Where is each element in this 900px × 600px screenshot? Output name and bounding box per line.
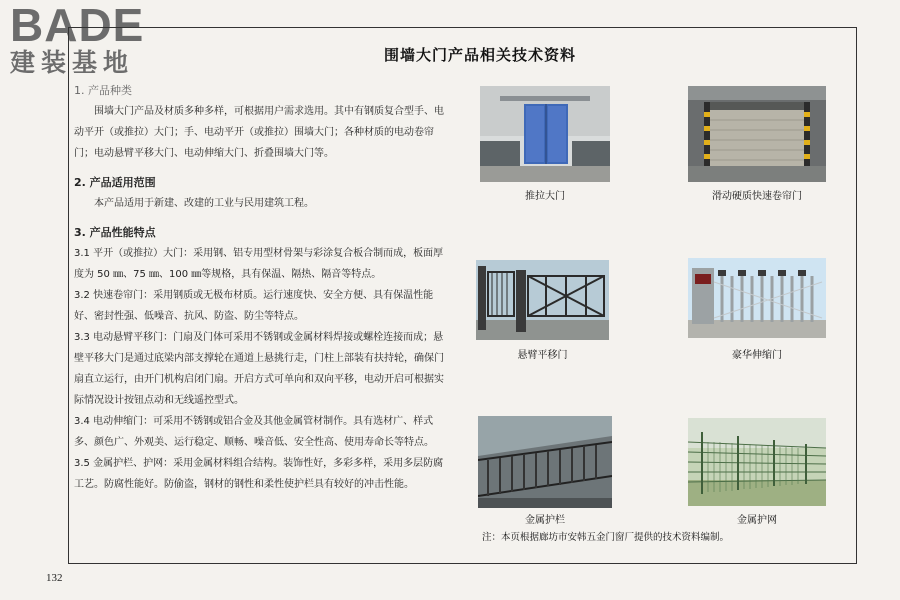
photo-caption-metal-railing: 金属护栏 bbox=[525, 515, 565, 526]
section-heading-features: 3. 产品性能特点 bbox=[74, 226, 156, 239]
logo-subtitle: 建装基地 bbox=[10, 48, 135, 77]
paragraph-feature-3-3: 3.3 电动悬臂平移门：门扇及门体可采用不锈钢或金属材料焊接或螺栓连接而成；悬壁平移大门是通过底梁内部支撑轮在通道上悬挑行走，门柱上部装有扶持轮，确保门扇直立运行，由开门机构启闭门扇。开启方式可单向和双向平移，电动开启可根据实际情况设计按钮点动和无线遥控型式。 bbox=[74, 332, 444, 406]
paragraph-scope: 本产品适用于新建、改建的工业与民用建筑工程。 bbox=[94, 198, 314, 209]
paragraph-feature-3-2: 3.2 快速卷帘门：采用钢质或无极布材质。运行速度快、安全方便、具有保温性能好、密封性强、低噪音、抗风、防盗、防尘等特点。 bbox=[74, 290, 434, 322]
photo-caption-rolling-door: 滑动硬质快速卷帘门 bbox=[712, 191, 802, 202]
paragraph-feature-3-4: 3.4 电动伸缩门：可采用不锈钢或铝合金及其他金属管材制作。具有选材广、样式多、颜色广、外观美、运行稳定、顺畅、噪音低、安全性高、使用寿命长等特点。 bbox=[74, 416, 434, 448]
section-heading-product-types: 1. 产品种类 bbox=[74, 84, 132, 97]
paragraph-feature-3-5: 3.5 金属护栏、护网：采用金属材料组合结构。装饰性好，多彩多样，采用多层防腐工艺。防腐性能好。防偷盗，钢材的钢性和柔性使护栏具有较好的冲击性能。 bbox=[74, 458, 444, 490]
page-number: 132 bbox=[46, 572, 63, 584]
photo-cantilever-gate bbox=[476, 260, 609, 340]
photo-caption-cantilever-gate: 悬臂平移门 bbox=[517, 350, 568, 361]
source-note: 注：本页根据廊坊市安韩五金门窗厂提供的技术资料编制。 bbox=[482, 532, 730, 543]
photo-caption-retractable-gate: 豪华伸缩门 bbox=[732, 350, 782, 361]
photo-metal-mesh bbox=[688, 418, 826, 506]
paragraph-feature-3-1: 3.1 平开（或推拉）大门：采用钢、铝专用型材骨架与彩涂复合板合制而成，板面厚度为 50 ㎜、75 ㎜、100 ㎜等规格，具有保温、隔热、隔音等特点。 bbox=[74, 248, 444, 280]
photo-caption-metal-mesh: 金属护网 bbox=[737, 515, 777, 526]
photo-sliding-door bbox=[480, 86, 610, 182]
text-column bbox=[74, 80, 449, 495]
section-heading-scope: 2. 产品适用范围 bbox=[74, 176, 156, 189]
photo-metal-railing bbox=[478, 416, 612, 508]
logo-wordmark: BADE bbox=[10, 0, 145, 51]
photo-caption-sliding-door: 推拉大门 bbox=[525, 191, 565, 202]
photo-rolling-door bbox=[688, 86, 826, 182]
paragraph-product-types: 围墙大门产品及材质多种多样，可根据用户需求选用。其中有钢质复合型手、电动平开（或推拉）大门；手、电动平开（或推拉）围墙大门；各种材质的电动卷帘门；电动悬臂平移大门、电动伸缩大门、折叠围墙大门等。 bbox=[74, 106, 444, 159]
photo-retractable-gate bbox=[688, 258, 826, 338]
page-title: 围墙大门产品相关技术资料 bbox=[383, 46, 576, 64]
